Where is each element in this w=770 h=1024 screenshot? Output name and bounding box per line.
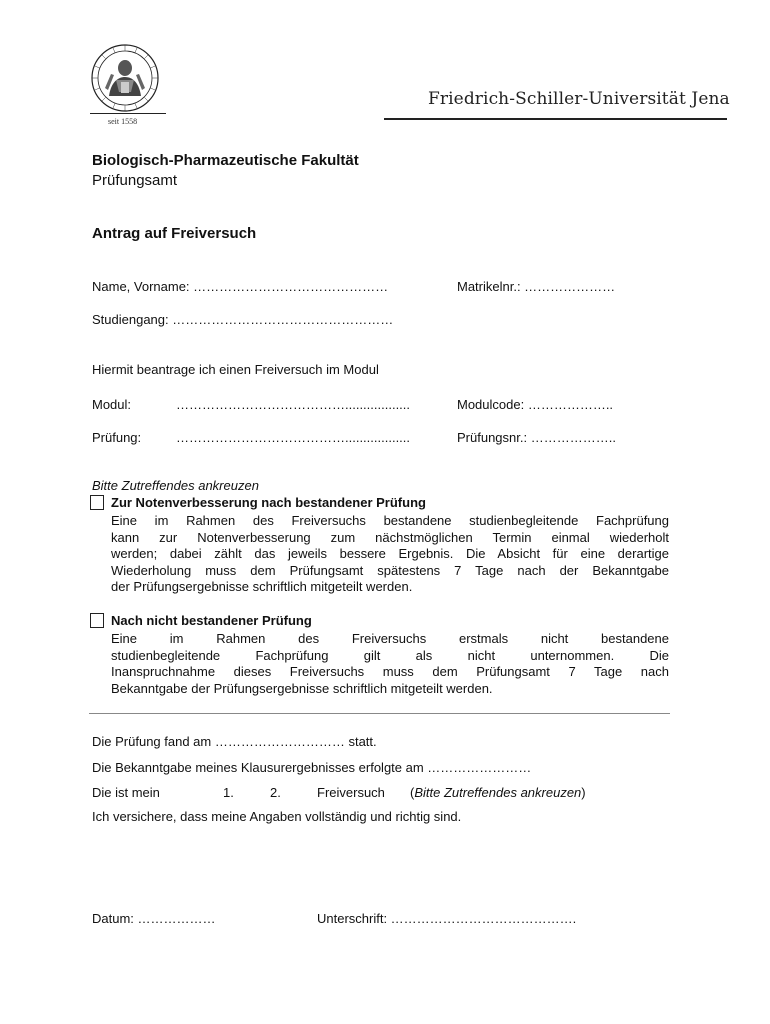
name-field[interactable]: Name, Vorname: ………………………………………	[92, 279, 389, 294]
option2-line: studienbegleitende Fachprüfung gilt als nicht unternommen. Die	[111, 647, 669, 663]
exam-date-field[interactable]: Die Prüfung fand am ………………………… statt.	[92, 734, 377, 749]
options-hint: Bitte Zutreffendes ankreuzen	[92, 478, 259, 493]
option1-text	[111, 513, 669, 596]
date-field[interactable]: Datum: ………………	[92, 911, 216, 926]
option1-line: der Prüfungsergebnisse schriftlich mitgeteilt werden.	[111, 579, 413, 594]
faculty-name: Biologisch-Pharmazeutische Fakultät	[92, 152, 359, 169]
attempt-hint	[410, 785, 586, 800]
matrikel-field[interactable]: Matrikelnr.: …………………	[457, 279, 616, 294]
option1-line: kann zur Notenverbesserung zum nächstmöglichen Termin einmal wiederholt	[111, 529, 669, 545]
option2-checkbox[interactable]	[90, 613, 104, 628]
pruefungsnr-field[interactable]: Prüfungsnr.: ………………..	[457, 430, 616, 445]
option1-checkbox[interactable]	[90, 495, 104, 510]
modul-label: Modul:	[92, 397, 132, 412]
option2-line: Eine im Rahmen des Freiversuchs erstmals nicht bestandene	[111, 631, 669, 646]
attempt-option-1[interactable]: 1.	[223, 785, 234, 800]
pruefung-label: Prüfung:	[92, 430, 142, 445]
option1-line: Wiederholung muss dem Prüfungsamt spätestens 7 Tage nach der Bekanntgabe	[111, 562, 669, 578]
option2-line: Bekanntgabe der Prüfungsergebnisse schriftlich mitgeteilt werden.	[111, 680, 493, 696]
pruefung-field[interactable]: …………………………………..................	[176, 430, 411, 445]
option2-text	[111, 631, 669, 697]
studiengang-field[interactable]: Studiengang: ……………………………………………	[92, 312, 394, 327]
modulcode-field[interactable]: Modulcode: ………………..	[457, 397, 614, 412]
signature-field[interactable]: Unterschrift: …………………………………….	[317, 911, 577, 926]
option2-line: Inanspruchnahme dieses Freiversuchs muss dem Prüfungsamt 7 Tage nach	[111, 664, 669, 679]
assurance-text: Ich versichere, dass meine Angaben vollständig und richtig sind.	[92, 809, 462, 824]
header-rule	[384, 118, 727, 120]
university-name: Friedrich-Schiller-Universität Jena	[428, 89, 730, 109]
seal-rule	[90, 113, 166, 114]
attempt-hint-text: Bitte Zutreffendes ankreuzen	[414, 785, 582, 800]
announcement-field[interactable]: Die Bekanntgabe meines Klausurergebnisses erfolgte am ……………………	[92, 760, 532, 775]
attempt-hint-close: )	[581, 785, 586, 800]
seal-caption: seit 1558	[108, 117, 138, 126]
intro-text: Hiermit beantrage ich einen Freiversuch im Modul	[92, 362, 379, 377]
modul-field[interactable]: …………………………………..................	[176, 397, 411, 412]
option2-title: Nach nicht bestandener Prüfung	[111, 613, 312, 628]
option1-line: Eine im Rahmen des Freiversuchs bestandene studienbegleitende Fachprüfung	[111, 513, 669, 528]
faculty-office: Prüfungsamt	[92, 172, 178, 189]
section-divider	[89, 713, 670, 714]
attempt-option-2[interactable]: 2.	[270, 785, 281, 800]
form-title: Antrag auf Freiversuch	[92, 225, 257, 242]
option1-line: werden; dabei zählt das jeweils bessere Ergebnis. Die Absicht für eine derartige	[111, 546, 669, 561]
option1-title: Zur Notenverbesserung nach bestandener Prüfung	[111, 495, 426, 510]
attempt-prefix: Die ist mein	[92, 785, 160, 800]
attempt-hint-open: (	[410, 785, 415, 800]
attempt-label: Freiversuch	[317, 785, 385, 800]
university-seal	[91, 44, 159, 112]
